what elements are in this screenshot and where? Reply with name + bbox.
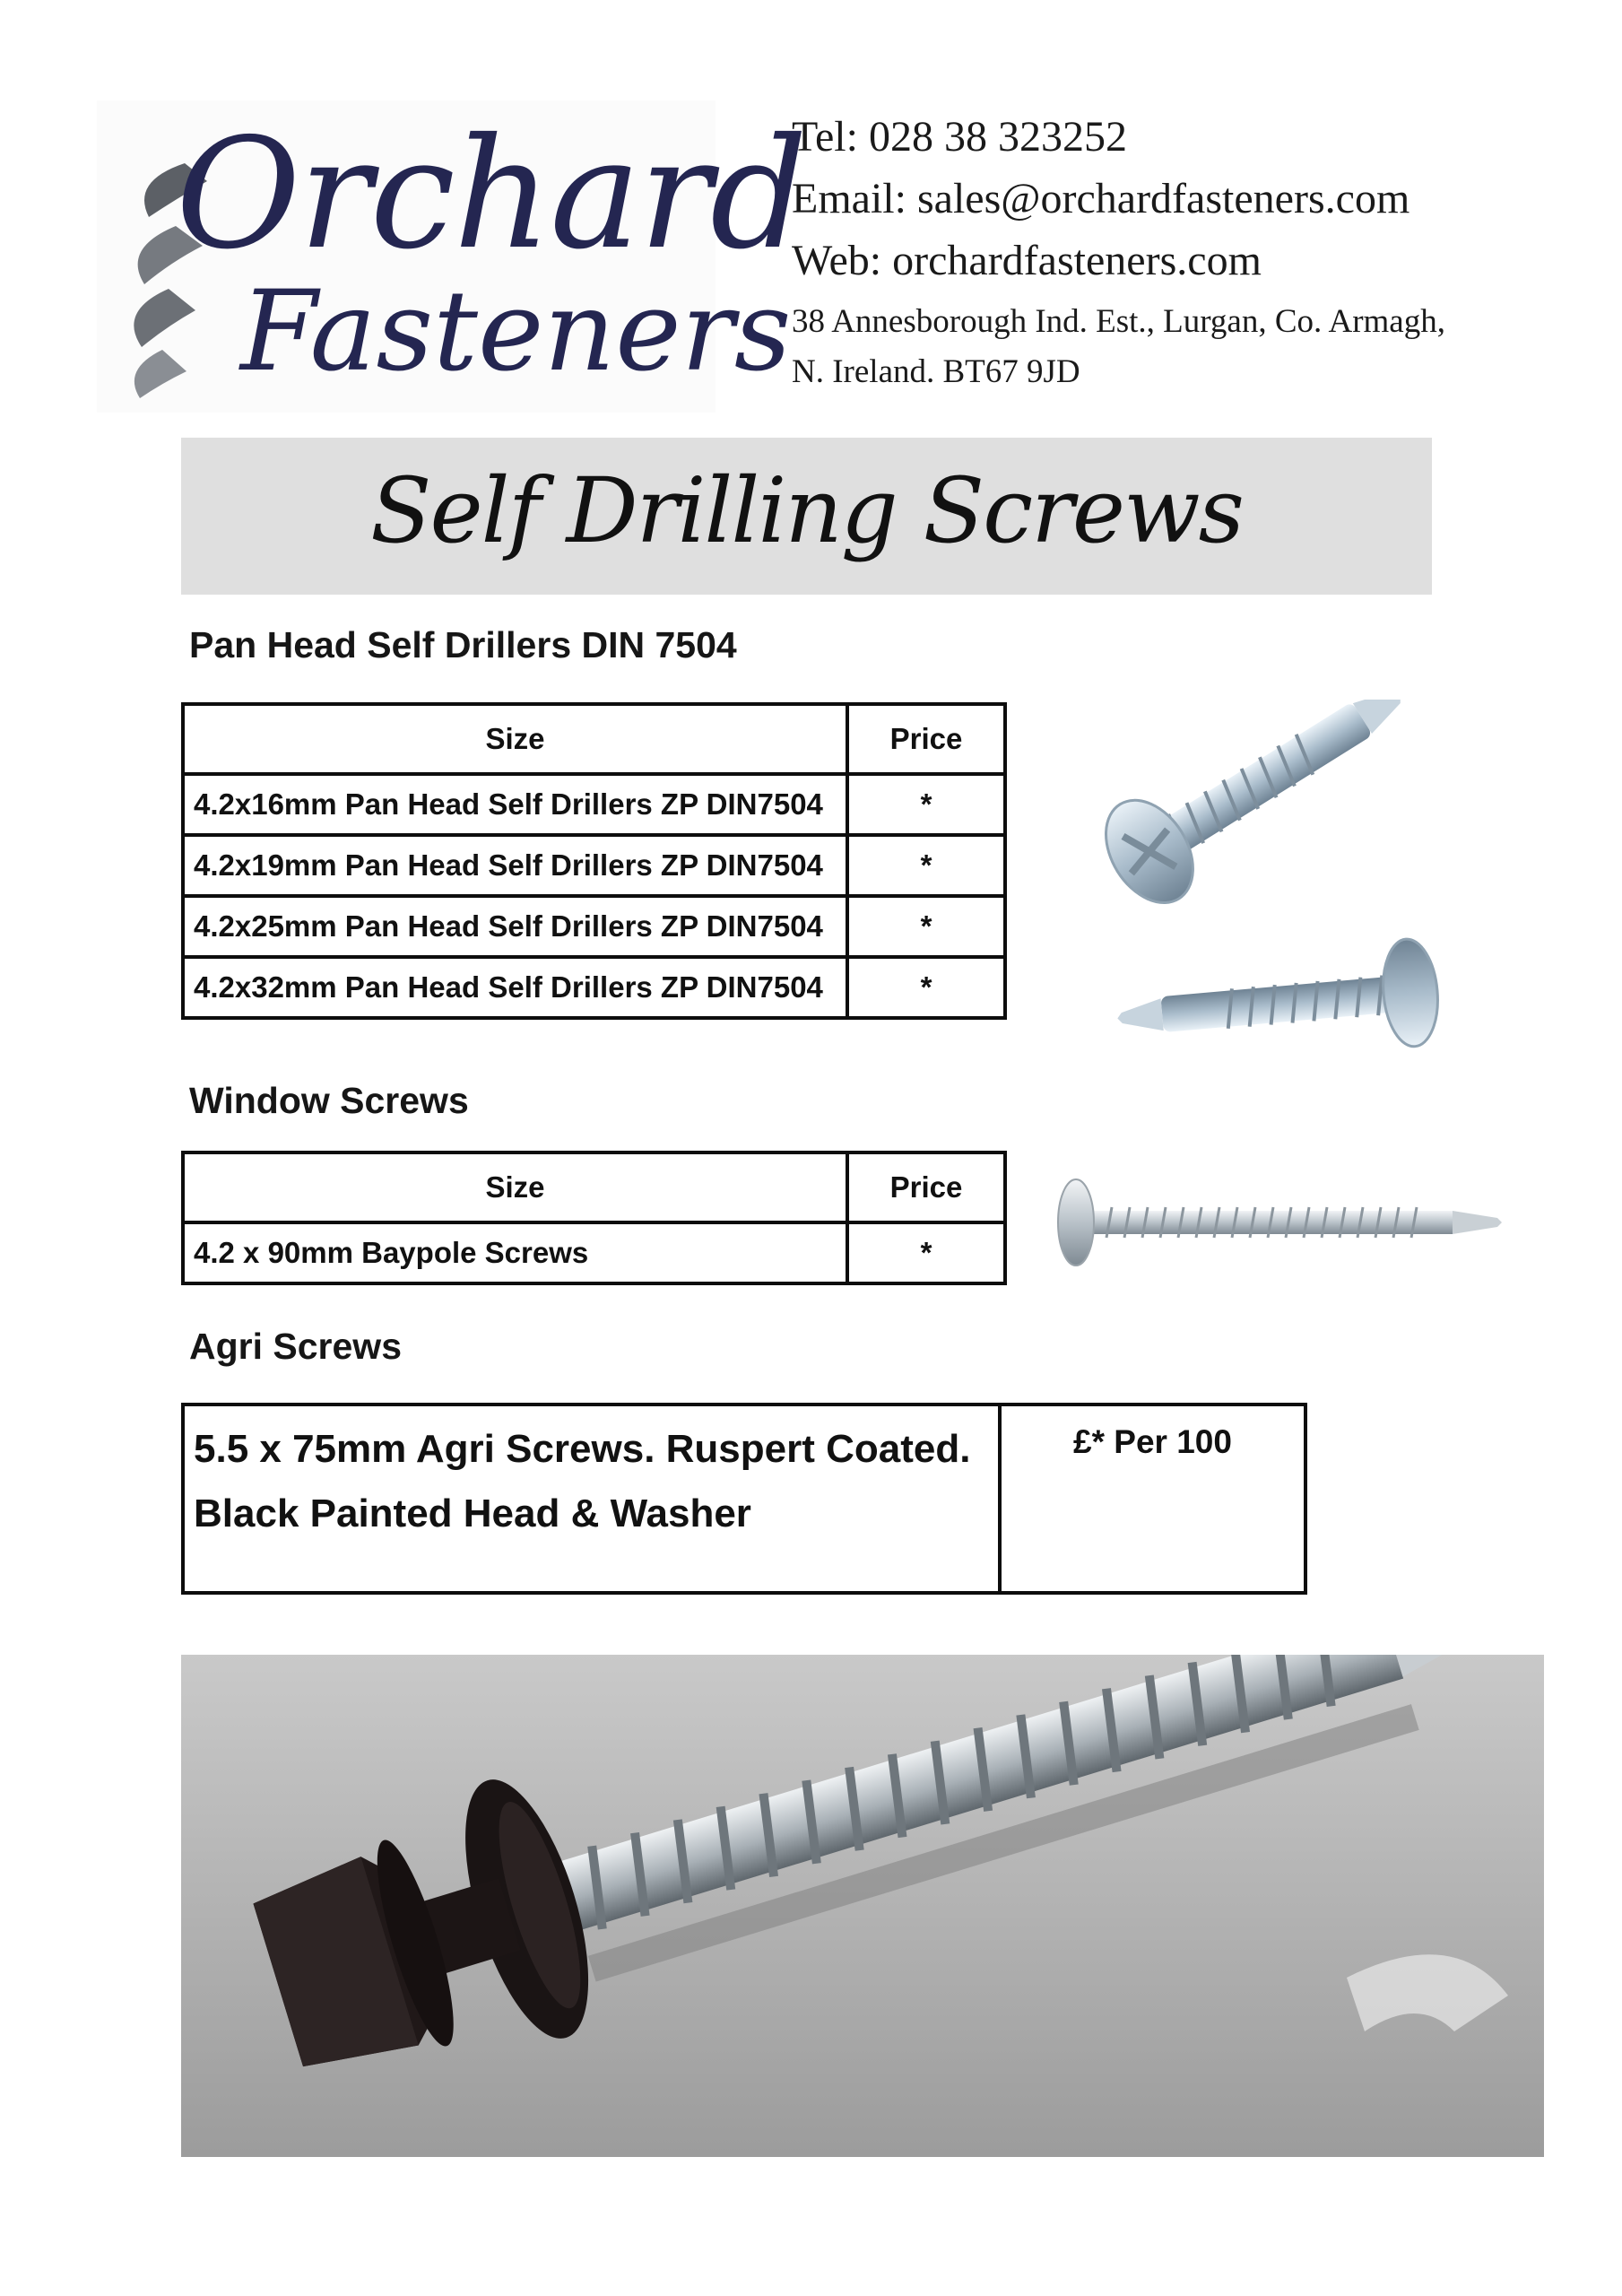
description-line-2: Black Painted Head & Washer [194, 1492, 751, 1535]
table-row [183, 774, 1005, 835]
company-logo [97, 100, 806, 413]
size-cell: 4.2x16mm Pan Head Self Drillers ZP DIN7504 [183, 774, 847, 835]
table-row [183, 835, 1005, 896]
price-cell: * [847, 896, 1005, 957]
agri-screw-image [181, 1655, 1544, 2157]
baypole-screw-image [1040, 1157, 1524, 1292]
column-header-size: Size [183, 704, 847, 774]
table-row [183, 896, 1005, 957]
table-row [183, 1405, 1305, 1593]
logo-word-fasteners: Fasteners [240, 267, 792, 396]
page-title: Self Drilling Screws [370, 458, 1243, 563]
size-cell: 4.2x19mm Pan Head Self Drillers ZP DIN7504 [183, 835, 847, 896]
column-header-size: Size [183, 1152, 847, 1222]
section-heading-pan-head: Pan Head Self Drillers DIN 7504 [189, 624, 737, 665]
table-header-row [183, 1152, 1005, 1222]
price-cell: * [847, 774, 1005, 835]
column-header-price: Price [847, 704, 1005, 774]
column-header-price: Price [847, 1152, 1005, 1222]
contact-details [792, 106, 1445, 397]
section-heading-agri-screws: Agri Screws [189, 1326, 402, 1367]
price-cell: £* Per 100 [1000, 1405, 1305, 1593]
price-cell: * [847, 1222, 1005, 1283]
pan-head-price-table [181, 702, 1007, 1020]
size-cell: 4.2 x 90mm Baypole Screws [183, 1222, 847, 1283]
email: Email: sales@orchardfasteners.com [792, 175, 1410, 222]
table-row [183, 957, 1005, 1018]
window-screws-price-table [181, 1151, 1007, 1285]
table-row [183, 1222, 1005, 1283]
title-banner [181, 438, 1432, 595]
agri-screws-price-table [181, 1403, 1307, 1595]
size-cell: 4.2x25mm Pan Head Self Drillers ZP DIN7504 [183, 896, 847, 957]
address-line-2: N. Ireland. BT67 9JD [792, 353, 1080, 390]
size-cell: 4.2x32mm Pan Head Self Drillers ZP DIN7504 [183, 957, 847, 1018]
pan-head-screws-image [1054, 700, 1457, 1067]
table-header-row [183, 704, 1005, 774]
description-cell [183, 1405, 1000, 1593]
description-line-1: 5.5 x 75mm Agri Screws. Ruspert Coated. [194, 1427, 971, 1471]
address-line-1: 38 Annesborough Ind. Est., Lurgan, Co. Armagh, [792, 303, 1445, 340]
telephone: Tel: 028 38 323252 [792, 113, 1127, 161]
section-heading-window-screws: Window Screws [189, 1080, 469, 1121]
logo-word-orchard: Orchard [176, 106, 806, 283]
price-cell: * [847, 957, 1005, 1018]
website: Web: orchardfasteners.com [792, 237, 1262, 284]
price-cell: * [847, 835, 1005, 896]
